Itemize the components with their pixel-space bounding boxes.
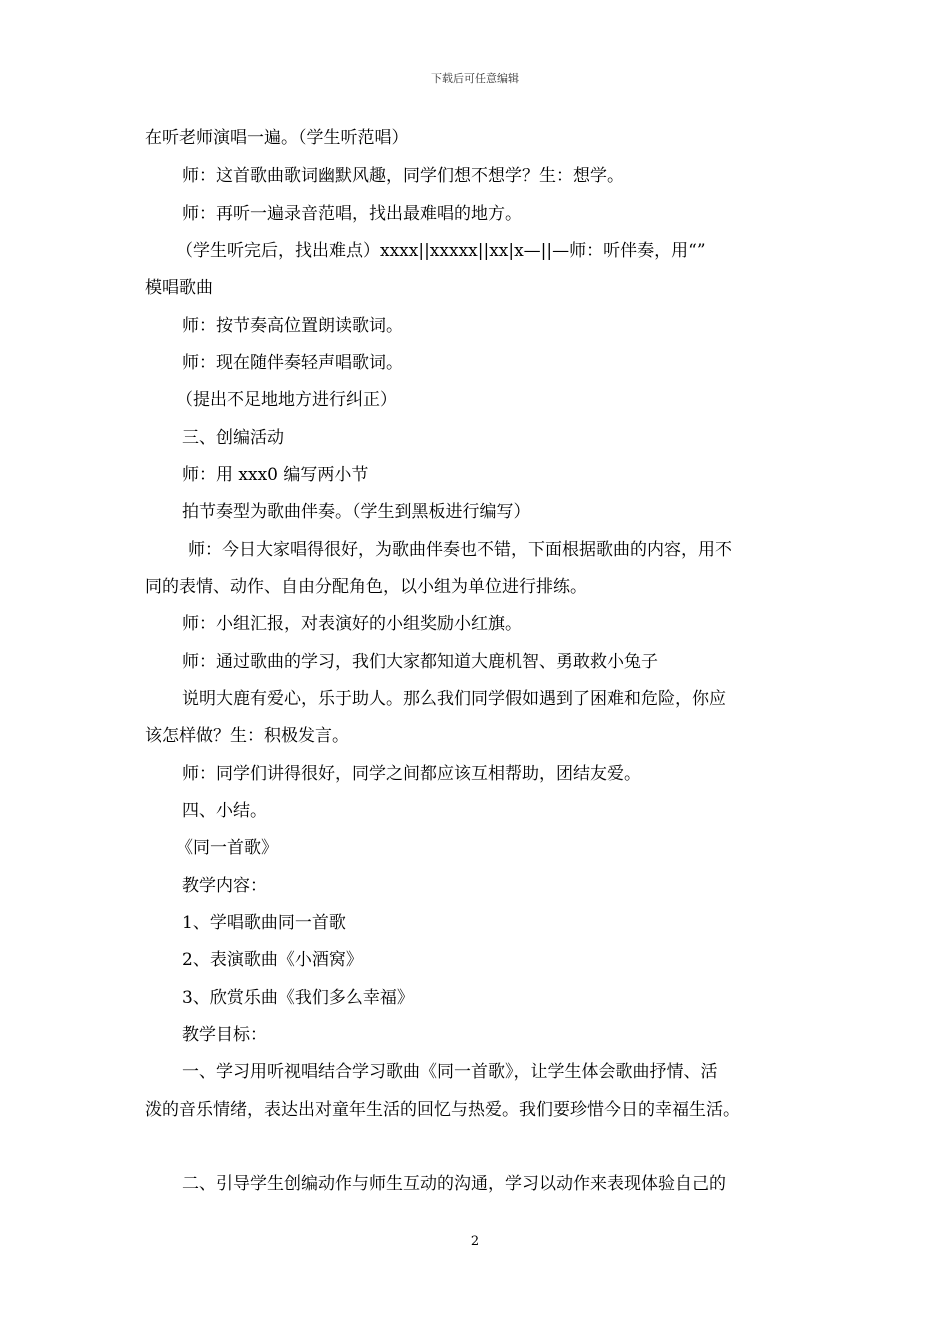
text-line: 师：用 xxx0 编写两小节	[182, 465, 369, 485]
list-item: 3、欣赏乐曲《我们多么幸福》	[182, 988, 414, 1008]
text-line: 同的表情、动作、自由分配角色，以小组为单位进行排练。	[145, 577, 587, 597]
text-line: 师：通过歌曲的学习，我们大家都知道大鹿机智、勇敢救小兔子	[182, 652, 658, 672]
text-line: 师：小组汇报，对表演好的小组奖励小红旗。	[182, 614, 522, 634]
page-number: 2	[470, 1234, 480, 1249]
text-line: （学生听完后，找出难点）xxxx||xxxxx||xx|x—||—师：听伴奏，用“”	[176, 241, 706, 261]
text-line: 教学目标：	[182, 1025, 267, 1045]
text-line: 师：按节奏高位置朗读歌词。	[182, 316, 403, 336]
section-heading: 三、创编活动	[182, 428, 284, 448]
page-header: 下载后可任意编辑	[431, 72, 519, 85]
text-line: 师：今日大家唱得很好，为歌曲伴奏也不错，下面根据歌曲的内容，用不	[188, 540, 732, 560]
text-line: 一、学习用听视唱结合学习歌曲《同一首歌》，让学生体会歌曲抒情、活	[182, 1062, 718, 1082]
text-line: 泼的音乐情绪，表达出对童年生活的回忆与热爱。我们要珍惜今日的幸福生活。	[145, 1100, 740, 1120]
text-line: 师：同学们讲得很好，同学之间都应该互相帮助，团结友爱。	[182, 764, 641, 784]
text-line: 教学内容：	[182, 876, 267, 896]
text-line: 该怎样做？生：积极发言。	[145, 726, 349, 746]
text-line: 模唱歌曲	[145, 278, 213, 298]
song-title: 《同一首歌》	[176, 838, 278, 858]
text-line: 师：再听一遍录音范唱，找出最难唱的地方。	[182, 204, 522, 224]
text-line: 拍节奏型为歌曲伴奏。（学生到黑板进行编写）	[182, 502, 531, 522]
text-line: 说明大鹿有爱心，乐于助人。那么我们同学假如遇到了困难和危险，你应	[182, 689, 726, 709]
text-line: （提出不足地地方进行纠正）	[176, 390, 397, 410]
list-item: 1、学唱歌曲同一首歌	[182, 913, 346, 933]
list-item: 2、表演歌曲《小酒窝》	[182, 950, 363, 970]
text-line: 师：这首歌曲歌词幽默风趣，同学们想不想学？生：想学。	[182, 166, 624, 186]
text-line: 在听老师演唱一遍。（学生听范唱）	[145, 128, 409, 148]
text-line: 二、引导学生创编动作与师生互动的沟通，学习以动作来表现体验自己的	[182, 1174, 726, 1194]
section-heading: 四、小结。	[182, 801, 267, 821]
text-line: 师：现在随伴奏轻声唱歌词。	[182, 353, 403, 373]
